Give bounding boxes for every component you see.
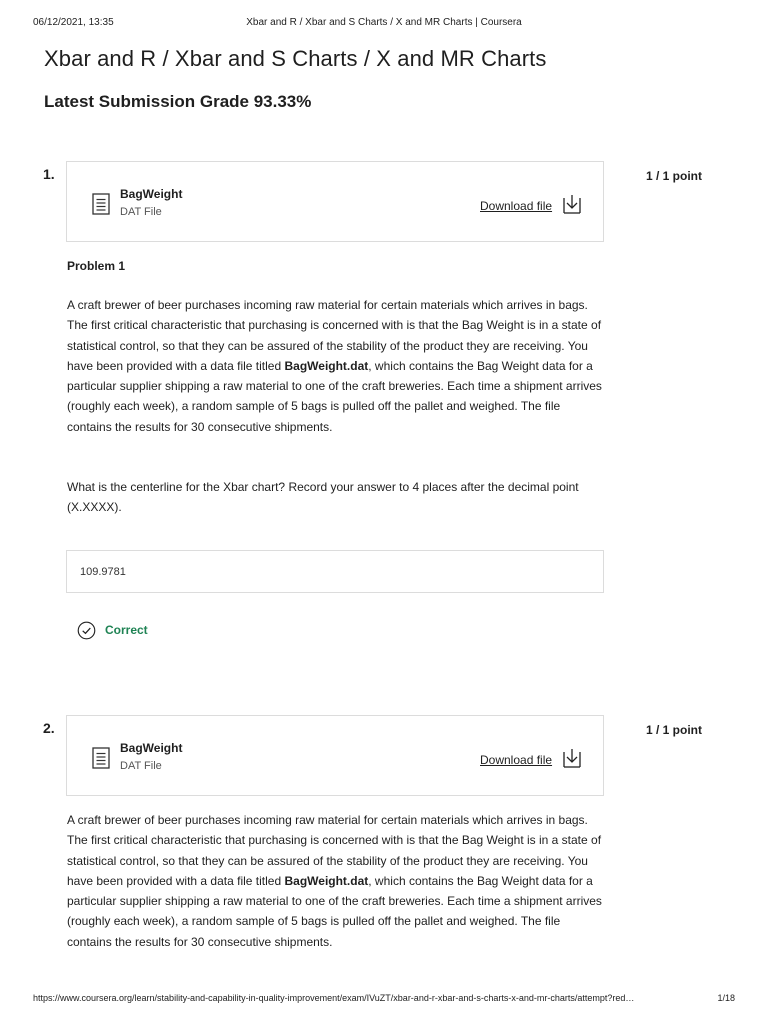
result-label: Correct: [105, 623, 148, 637]
file-type: DAT File: [120, 206, 162, 218]
print-doc-title: Xbar and R / Xbar and S Charts / X and MR Charts | Coursera: [246, 17, 522, 28]
page-url: https://www.coursera.org/learn/stability-and-capability-in-quality-improvement/exam/IVuZT/xbar-and-r-xbar-and-s-charts-x-and-mr-charts/attempt?red…: [33, 993, 635, 1003]
problem-text-part: A craft brewer of beer purchases incoming raw material for certain materials which arrives in bags. The first critical characteristic that purchasing is concerned with is that the Bag Weight is in a state of statistical control, so that they can be assured of the stability of the product they are receiving. You have been provided with a data file titled: [67, 298, 602, 373]
file-name: BagWeight: [120, 741, 183, 755]
download-file-link[interactable]: Download file: [480, 199, 553, 213]
problem-text-part: A craft brewer of beer purchases incoming raw material for certain materials which arrives in bags. The first critical characteristic that purchasing is concerned with is that the Bag Weight is in a state of statistical control, so that they can be assured of the stability of the product they are receiving. You have been provided with a data file titled: [67, 813, 602, 888]
question-prompt: What is the centerline for the Xbar chart? Record your answer to 4 places after the decimal point (X.XXXX).: [67, 480, 579, 515]
print-header: [33, 17, 735, 31]
document-icon: [92, 747, 110, 769]
file-attachment-card: [66, 715, 604, 796]
document-icon: [92, 193, 110, 215]
submission-grade: Latest Submission Grade 93.33%: [44, 92, 312, 111]
problem-description: [67, 295, 607, 437]
page-number: 1/18: [717, 993, 735, 1003]
print-datetime: 06/12/2021, 13:35: [33, 17, 114, 28]
problem-text-part: , which contains the Bag Weight data for a particular supplier shipping a raw material to one of the craft breweries. Each time a shipment arrives (roughly each week), a random sample of 5 bags is pulled off the pallet and weighed. The file contains the results for 30 consecutive shipments.: [67, 358, 602, 434]
file-reference: BagWeight.dat: [284, 873, 369, 888]
file-reference: BagWeight.dat: [284, 358, 369, 373]
download-arrow-icon[interactable]: [563, 748, 581, 768]
answer-field[interactable]: [66, 550, 604, 593]
problem-heading: Problem 1: [67, 259, 126, 273]
question-points: 1 / 1 point: [646, 723, 703, 737]
file-attachment-card: [66, 161, 604, 242]
question-number: 1.: [43, 166, 55, 182]
page-title: Xbar and R / Xbar and S Charts / X and MR Charts: [44, 46, 547, 71]
problem-text-part: , which contains the Bag Weight data for a particular supplier shipping a raw material to one of the craft breweries. Each time a shipment arrives (roughly each week), a random sample of 5 bags is pulled off the pallet and weighed. The file contains the results for 30 consecutive shipments.: [67, 873, 602, 949]
answer-value: 109.9781: [80, 566, 126, 578]
file-name: BagWeight: [120, 187, 183, 201]
problem-description: [67, 810, 607, 952]
download-file-link[interactable]: Download file: [480, 753, 553, 767]
file-type: DAT File: [120, 760, 162, 772]
download-arrow-icon[interactable]: [563, 194, 581, 214]
question-number: 2.: [43, 720, 55, 736]
question-points: 1 / 1 point: [646, 169, 703, 183]
check-circle-icon: [77, 621, 96, 640]
